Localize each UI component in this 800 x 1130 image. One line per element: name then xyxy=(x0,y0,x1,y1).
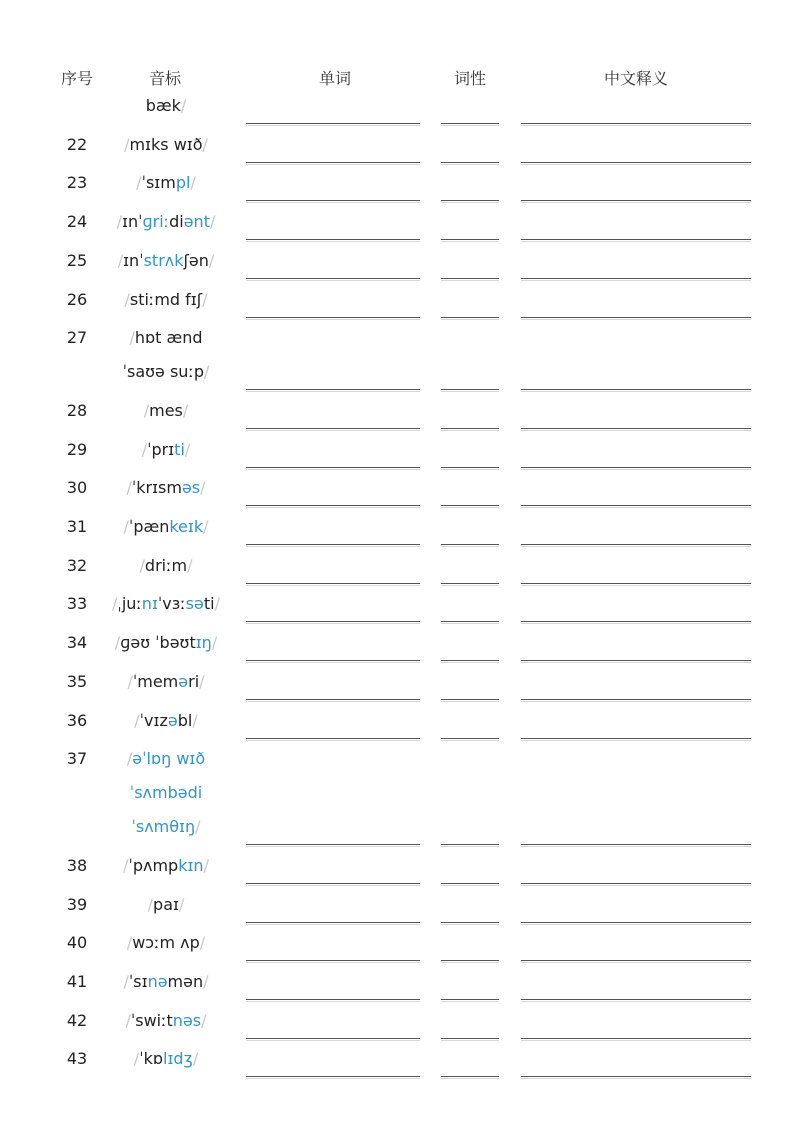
meaning-answer-line[interactable] xyxy=(521,999,751,1000)
phonetic-transcription: /ˈkrɪsməs/ xyxy=(126,478,206,498)
pos-answer-line[interactable] xyxy=(441,660,499,661)
header-meaning: 中文释义 xyxy=(603,69,668,88)
pos-answer-line[interactable] xyxy=(441,621,499,622)
meaning-answer-line[interactable] xyxy=(521,200,751,201)
word-answer-line[interactable] xyxy=(246,621,420,622)
phonetic-transcription: bæk/ xyxy=(145,96,187,115)
word-answer-line[interactable] xyxy=(246,660,420,661)
row-number: 28 xyxy=(66,400,88,420)
pos-answer-line[interactable] xyxy=(441,278,499,279)
row-number: 43 xyxy=(66,1049,88,1069)
meaning-answer-line[interactable] xyxy=(521,1076,751,1077)
pos-answer-line[interactable] xyxy=(441,389,499,390)
phonetic-transcription: /əˈlɒŋ wɪð xyxy=(126,749,206,769)
pos-answer-line[interactable] xyxy=(441,960,499,961)
pos-answer-line[interactable] xyxy=(441,200,499,201)
pos-answer-line[interactable] xyxy=(441,699,499,700)
meaning-answer-line[interactable] xyxy=(521,660,751,661)
phonetic-transcription: ˈsʌmbədi xyxy=(129,783,203,803)
pos-answer-line[interactable] xyxy=(441,162,499,163)
phonetic-transcription: /ˈvɪzəbl/ xyxy=(134,710,198,730)
phonetic-transcription: /wɔːm ʌp/ xyxy=(126,933,206,953)
phonetic-transcription: /mes/ xyxy=(143,400,189,420)
row-number: 24 xyxy=(66,212,88,232)
meaning-answer-line[interactable] xyxy=(521,583,751,584)
word-answer-line[interactable] xyxy=(246,922,420,923)
meaning-answer-line[interactable] xyxy=(521,844,751,845)
header-index: 序号 xyxy=(60,69,93,88)
pos-answer-line[interactable] xyxy=(441,505,499,506)
meaning-answer-line[interactable] xyxy=(521,239,751,240)
word-answer-line[interactable] xyxy=(246,239,420,240)
header-phonetic: 音标 xyxy=(148,69,181,88)
word-answer-line[interactable] xyxy=(246,389,420,390)
meaning-answer-line[interactable] xyxy=(521,544,751,545)
word-answer-line[interactable] xyxy=(246,1038,420,1039)
meaning-answer-line[interactable] xyxy=(521,883,751,884)
phonetic-transcription: /ˈmeməri/ xyxy=(127,671,205,691)
word-answer-line[interactable] xyxy=(246,960,420,961)
pos-answer-line[interactable] xyxy=(441,883,499,884)
phonetic-transcription: ˈsaʊə suːp/ xyxy=(122,362,210,382)
phonetic-transcription: /mɪks wɪð/ xyxy=(124,134,208,154)
pos-answer-line[interactable] xyxy=(441,583,499,584)
phonetic-transcription: /ˈsɪnəmən/ xyxy=(123,972,209,991)
phonetic-transcription: /ˈpænkeɪk/ xyxy=(123,517,209,536)
pos-answer-line[interactable] xyxy=(441,428,499,429)
phonetic-transcription: /ˈpʌmpkɪn/ xyxy=(123,855,209,875)
row-number: 38 xyxy=(66,855,88,875)
row-number: 34 xyxy=(66,633,88,653)
row-number: 39 xyxy=(66,894,88,914)
pos-answer-line[interactable] xyxy=(441,738,499,739)
meaning-answer-line[interactable] xyxy=(521,699,751,700)
word-answer-line[interactable] xyxy=(246,428,420,429)
phonetic-transcription: /ˌjuːnɪˈvɜːsəti/ xyxy=(112,594,220,614)
phonetic-transcription: /driːm/ xyxy=(139,555,193,575)
phonetic-transcription: /paɪ/ xyxy=(147,894,185,914)
meaning-answer-line[interactable] xyxy=(521,960,751,961)
phonetic-transcription: /ˈkɒlɪdʒ/ xyxy=(133,1049,199,1069)
row-number: 40 xyxy=(66,933,88,953)
meaning-answer-line[interactable] xyxy=(521,278,751,279)
pos-answer-line[interactable] xyxy=(441,123,499,124)
row-number: 30 xyxy=(66,478,88,498)
word-answer-line[interactable] xyxy=(246,999,420,1000)
word-answer-line[interactable] xyxy=(246,883,420,884)
word-answer-line[interactable] xyxy=(246,200,420,201)
word-answer-line[interactable] xyxy=(246,844,420,845)
pos-answer-line[interactable] xyxy=(441,999,499,1000)
row-number: 27 xyxy=(66,328,88,348)
meaning-answer-line[interactable] xyxy=(521,922,751,923)
meaning-answer-line[interactable] xyxy=(521,389,751,390)
row-number: 26 xyxy=(66,289,88,309)
row-number: 33 xyxy=(66,594,88,614)
row-number: 37 xyxy=(66,749,88,769)
meaning-answer-line[interactable] xyxy=(521,162,751,163)
row-number: 25 xyxy=(66,250,88,270)
phonetic-transcription: /hɒt ænd xyxy=(129,328,203,348)
meaning-answer-line[interactable] xyxy=(521,1038,751,1039)
meaning-answer-line[interactable] xyxy=(521,317,751,318)
meaning-answer-line[interactable] xyxy=(521,123,751,124)
word-answer-line[interactable] xyxy=(246,278,420,279)
meaning-answer-line[interactable] xyxy=(521,738,751,739)
pos-answer-line[interactable] xyxy=(441,1076,499,1077)
phonetic-transcription: /stiːmd fɪʃ/ xyxy=(124,289,208,309)
pos-answer-line[interactable] xyxy=(441,467,499,468)
row-number: 23 xyxy=(66,173,88,193)
pos-answer-line[interactable] xyxy=(441,844,499,845)
pos-answer-line[interactable] xyxy=(441,239,499,240)
pos-answer-line[interactable] xyxy=(441,922,499,923)
meaning-answer-line[interactable] xyxy=(521,467,751,468)
row-number: 36 xyxy=(66,710,88,730)
word-answer-line[interactable] xyxy=(246,467,420,468)
word-answer-line[interactable] xyxy=(246,317,420,318)
meaning-answer-line[interactable] xyxy=(521,621,751,622)
row-number: 22 xyxy=(66,134,88,154)
word-answer-line[interactable] xyxy=(246,544,420,545)
row-number: 35 xyxy=(66,671,88,691)
phonetic-transcription: /ɪnˈstrʌkʃən/ xyxy=(117,250,215,270)
word-answer-line[interactable] xyxy=(246,1076,420,1077)
word-answer-line[interactable] xyxy=(246,738,420,739)
header-pos: 词性 xyxy=(453,69,486,88)
phonetic-transcription: /ɡəʊ ˈbəʊtɪŋ/ xyxy=(114,633,218,653)
row-number: 41 xyxy=(66,972,88,991)
meaning-answer-line[interactable] xyxy=(521,505,751,506)
phonetic-transcription: /ˈprɪti/ xyxy=(141,439,191,459)
pos-answer-line[interactable] xyxy=(441,544,499,545)
word-answer-line[interactable] xyxy=(246,583,420,584)
phonetic-transcription: /ˈsɪmpl/ xyxy=(136,173,196,193)
phonetic-transcription: /ˈswiːtnəs/ xyxy=(125,1010,207,1030)
pos-answer-line[interactable] xyxy=(441,317,499,318)
row-number: 42 xyxy=(66,1010,88,1030)
word-answer-line[interactable] xyxy=(246,505,420,506)
row-number: 32 xyxy=(66,555,88,575)
word-answer-line[interactable] xyxy=(246,162,420,163)
meaning-answer-line[interactable] xyxy=(521,428,751,429)
word-answer-line[interactable] xyxy=(246,123,420,124)
row-number: 31 xyxy=(66,517,88,536)
phonetic-transcription: /ɪnˈɡriːdiənt/ xyxy=(116,212,216,232)
header-word: 单词 xyxy=(318,69,351,88)
pos-answer-line[interactable] xyxy=(441,1038,499,1039)
phonetic-transcription: ˈsʌmθɪŋ/ xyxy=(131,817,201,837)
word-answer-line[interactable] xyxy=(246,699,420,700)
row-number: 29 xyxy=(66,439,88,459)
